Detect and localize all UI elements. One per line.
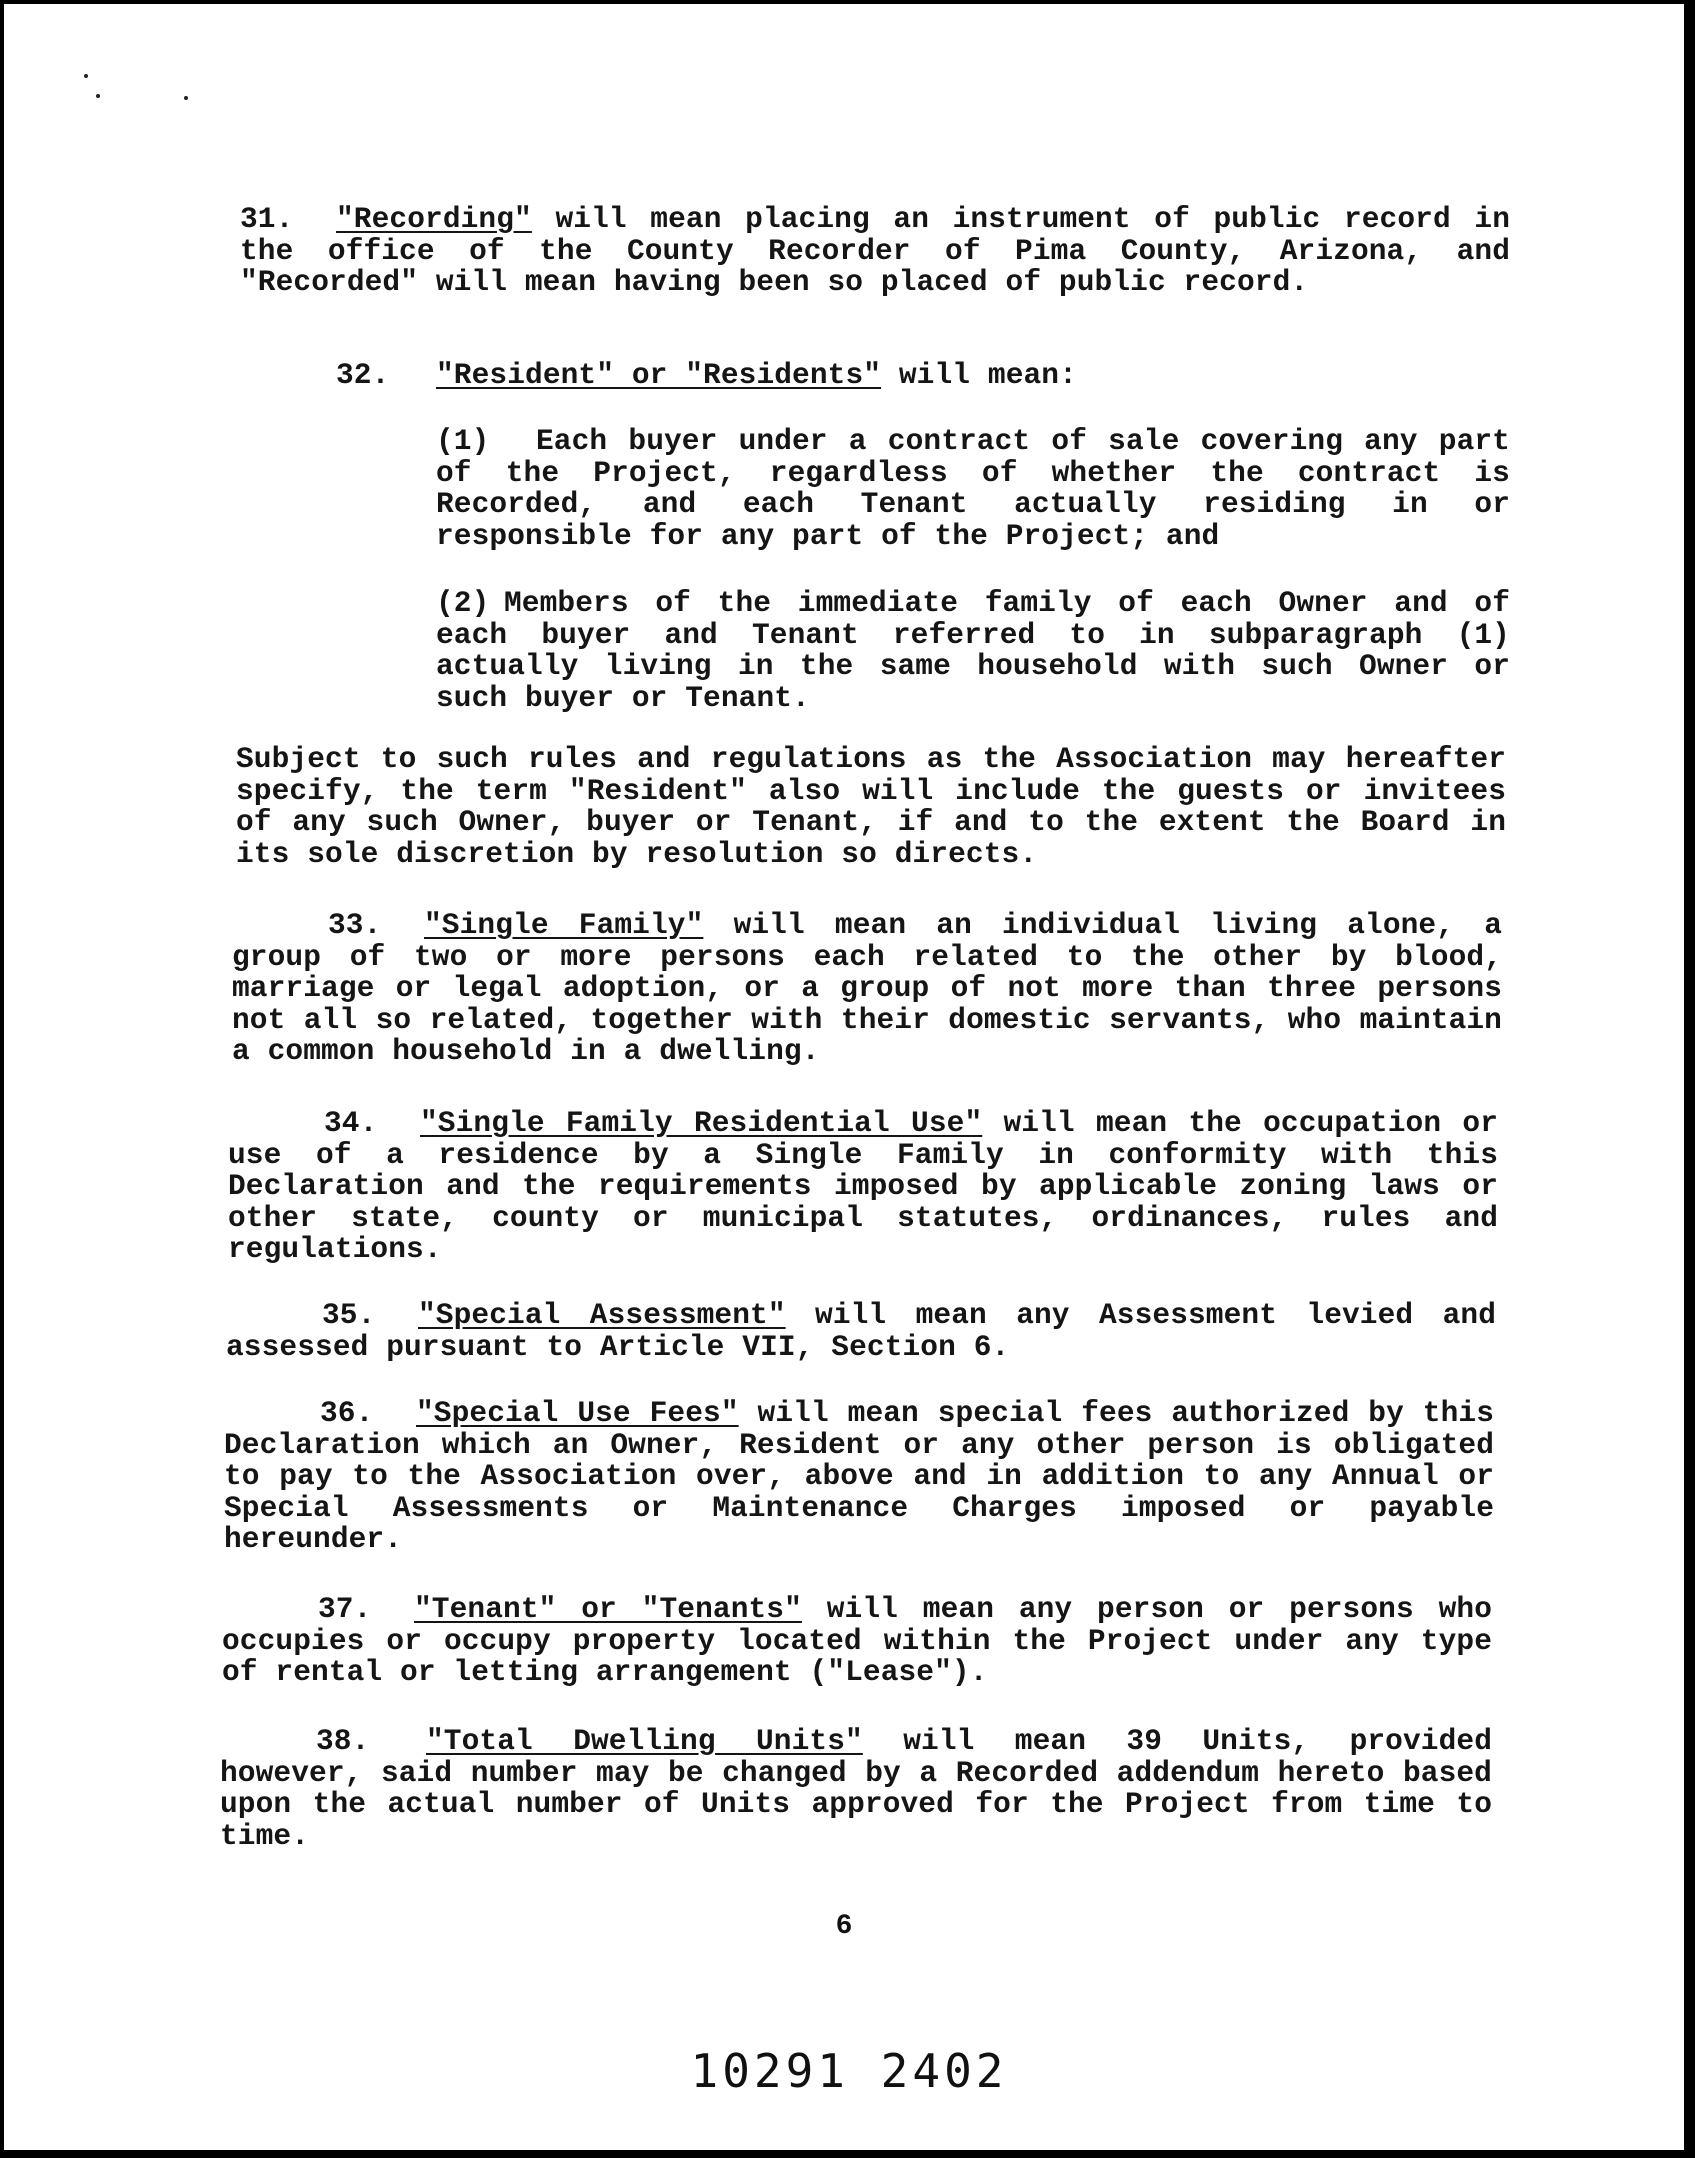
defined-term: "Tenant" or "Tenants"	[414, 1592, 802, 1626]
section-number: 38.	[316, 1724, 370, 1758]
section-number: 31.	[240, 202, 294, 236]
defined-term: "Recording"	[336, 202, 532, 236]
defined-term: "Single Family"	[424, 908, 704, 942]
subparagraph-1	[436, 426, 1510, 552]
definition-text: will mean 39 Units, provided however, said number may be changed by a Recorded addendum hereto based upon the actual number of Units approved for the Project from time to time.	[220, 1724, 1492, 1853]
definition-33	[232, 910, 1502, 1068]
section-number: 36.	[320, 1396, 374, 1430]
section-number: 33.	[328, 908, 382, 942]
defined-term: "Special Use Fees"	[416, 1396, 739, 1430]
resident-extension-paragraph: Subject to such rules and regulations as the Association may hereafter specify, the term "Resident" also will include the guests or invitees of any such Owner, buyer or Tenant, if and to the extent the Board in its sole discretion by resolution so directs.	[236, 742, 1506, 871]
definition-35	[226, 1300, 1496, 1363]
section-number: 35.	[322, 1298, 376, 1332]
definition-38	[220, 1726, 1492, 1852]
scan-speck	[184, 96, 188, 100]
definition-text: will mean any Assessment levied and assessed pursuant to Article VII, Section 6.	[226, 1298, 1496, 1364]
section-number: 34.	[324, 1106, 378, 1140]
page-number: 6	[835, 1911, 853, 1942]
definition-text: will mean any person or persons who occupies or occupy property located within the Project under any type of rental or letting arrangement ("Lease").	[222, 1592, 1492, 1689]
definition-text: will mean placing an instrument of public record in the office of the County Recorder of Pima County, Arizona, and "Recorded" will mean having been so placed of public record.	[240, 202, 1510, 299]
subparagraph-text: Members of the immediate family of each Owner and of each buyer and Tenant referred to in subparagraph (1) actually living in the same household with such Owner or such buyer or Tenant.	[436, 586, 1510, 715]
document-id-number: 10291 2402	[690, 2044, 1008, 2098]
definition-text: will mean:	[881, 358, 1077, 392]
section-number: 37.	[318, 1592, 372, 1626]
scan-speck	[84, 74, 88, 78]
scan-speck	[96, 94, 100, 98]
defined-term: "Resident" or "Residents"	[436, 358, 882, 392]
defined-term: "Total Dwelling Units"	[426, 1724, 863, 1758]
definition-text: will mean special fees authorized by this Declaration which an Owner, Resident or any other person is obligated to pay to the Association over, above and in addition to any Annual or Special Assessments or Maintenance Charges imposed or payable hereunder.	[224, 1396, 1494, 1556]
definition-34	[228, 1108, 1498, 1266]
subparagraph-number: (2)	[436, 586, 490, 620]
definition-text: will mean the occupation or use of a residence by a Single Family in conformity with this Declaration and the requirements imposed by applicable zoning laws or other state, county or municipal statutes, ordinances, rules and regulations.	[228, 1106, 1498, 1266]
definition-text: will mean an individual living alone, a group of two or more persons each related to the other by blood, marriage or legal adoption, or a group of not more than three persons not all so related, together with their domestic servants, who maintain a common household in a dwelling.	[232, 908, 1502, 1068]
defined-term: "Special Assessment"	[418, 1298, 786, 1332]
subparagraph-2	[436, 588, 1510, 714]
definition-31	[240, 204, 1510, 299]
section-number: 32.	[336, 358, 390, 392]
subparagraph-number: (1)	[436, 424, 490, 458]
document-page	[4, 4, 1684, 2150]
definition-32	[336, 360, 1512, 392]
subparagraph-text: Each buyer under a contract of sale covering any part of the Project, regardless of whether the contract is Recorded, and each Tenant actually residing in or responsible for any part of the Project; and	[436, 424, 1510, 553]
definition-36	[224, 1398, 1494, 1556]
defined-term: "Single Family Residential Use"	[420, 1106, 983, 1140]
definition-37	[222, 1594, 1492, 1689]
